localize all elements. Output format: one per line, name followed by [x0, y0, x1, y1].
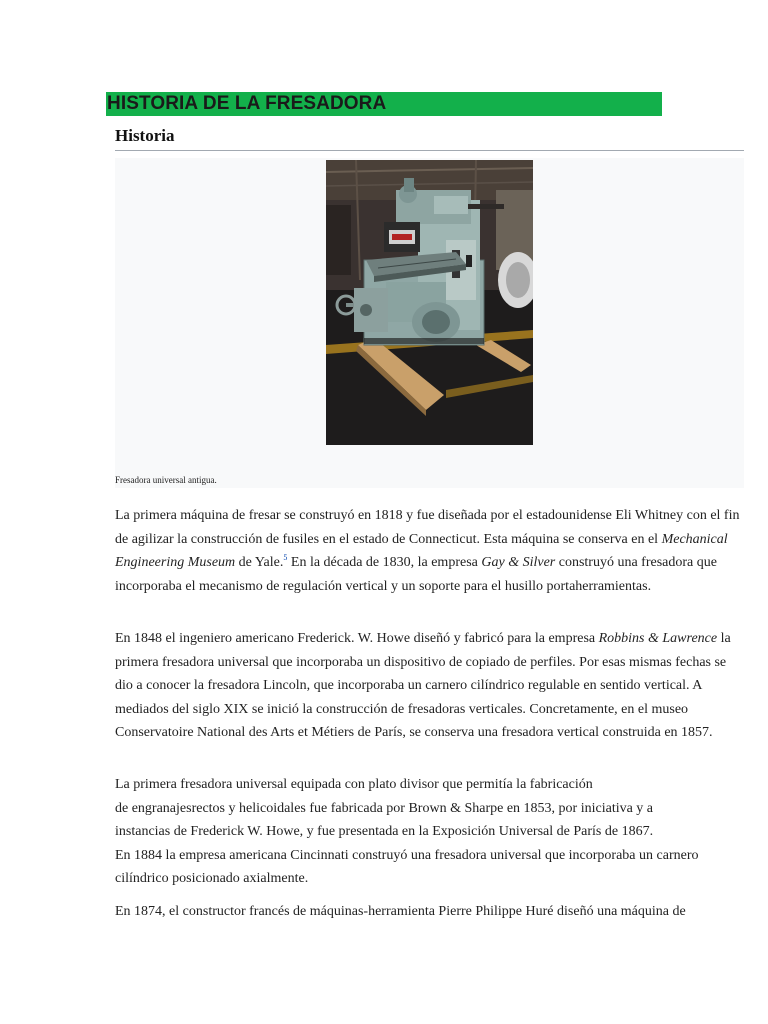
company-name: Gay & Silver [481, 555, 556, 570]
paragraph-1-text-a: La primera máquina de fresar se construyó en 1818 y fue diseñada por el estadounidense Eli Whitney con el fin de agilizar la construcción de fusiles en el estado de Connecticut. Esta máquina se conserva en el [115, 508, 740, 547]
paragraph-1-text-c: En la década de 1830, la empresa [287, 555, 482, 570]
paragraph-1-text-d: construyó una fresadora que incorporaba el mecanismo de regulación vertical y un soporte para el husillo portaherramientas. [115, 555, 717, 594]
page-title: HISTORIA DE LA FRESADORA [107, 93, 387, 114]
paragraph-3-line-4: En 1884 la empresa americana Cincinnati construyó una fresadora universal que incorporaba un carnero cilíndrico posicionado axialmente. [115, 847, 699, 886]
museum-link: Mechanical Engineering Museum [115, 531, 728, 570]
paragraph-3 [115, 773, 747, 891]
paragraph-1 [115, 504, 747, 598]
paragraph-2-text-b: la primera fresadora universal que incorporaba un dispositivo de copiado de perfiles. Por esas mismas fechas se dio a conocer la fresadora Lincoln, que incorporaba un carnero cilíndrico regulable en sentido vertical. A mediados del siglo XIX se inició la construcción de fresadoras verticales. Concretamente, en el museo Conservatoire National des Arts et Métiers de París, se conserva una fresadora vertical construida en 1857. [115, 631, 731, 740]
paragraph-3-line-2: de engranajesrectos y helicoidales fue fabricada por Brown & Sharpe en 1853, por iniciativa y a [115, 800, 654, 816]
paragraph-2 [115, 627, 747, 745]
paragraph-3-line-3: instancias de Frederick W. Howe, y fue presentada en la Exposición Universal de París de 1867. [115, 824, 654, 839]
figure-caption: Fresadora universal antigua. [115, 475, 217, 485]
paragraph-2-text-a: En 1848 el ingeniero americano Frederick. W. Howe diseñó y fabricó para la empresa [115, 631, 599, 646]
section-heading: Historia [115, 126, 175, 145]
paragraph-4: En 1874, el constructor francés de máquinas-herramienta Pierre Philippe Huré diseñó una máquina de [115, 904, 686, 919]
company-name: Robbins & Lawrence [598, 631, 718, 646]
title-banner [106, 92, 662, 116]
milling-machine-photo[interactable] [326, 160, 533, 445]
reference-link[interactable]: 5 [283, 553, 288, 562]
figure [115, 158, 744, 488]
paragraph-1-text-b: de Yale. [235, 555, 284, 570]
heading-divider [115, 150, 744, 151]
paragraph-3-line-1: La primera fresadora universal equipada con plato divisor que permitía la fabricación [115, 777, 593, 792]
